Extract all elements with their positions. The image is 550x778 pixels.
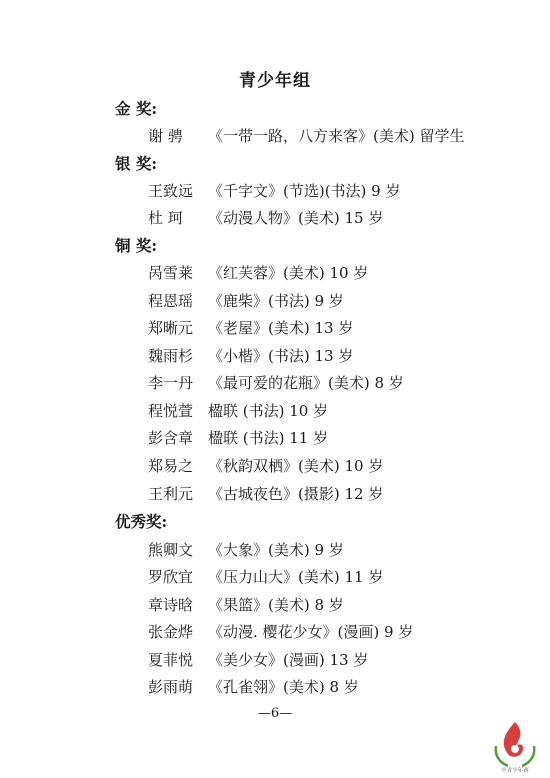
entry-work: 《小楷》(书法) 13 岁	[208, 347, 354, 365]
entry-work: 《鹿柴》(书法) 9 岁	[208, 292, 344, 310]
silver-heading: 银 奖:	[115, 154, 158, 173]
entry-work: 楹联 (书法) 10 岁	[208, 402, 329, 420]
wreath-right	[522, 746, 534, 766]
list-item	[148, 289, 344, 313]
page-number: —6—	[257, 706, 293, 721]
entry-work: 《孔雀翎》(美术) 8 岁	[208, 678, 359, 696]
list-item	[148, 593, 344, 617]
entry-work: 《大象》(美术) 9 岁	[208, 541, 344, 559]
entrant-name: 王致远	[148, 182, 194, 200]
entry-work: 《动漫人物》(美术) 15 岁	[208, 209, 384, 227]
entrant-name: 彭雨萌	[148, 678, 194, 696]
flame-core	[511, 745, 519, 753]
entry-work: 《一带一路，八方来客》(美术) 留学生	[208, 127, 465, 145]
list-item	[148, 399, 328, 423]
list-item	[148, 179, 401, 203]
list-item	[148, 344, 353, 368]
list-item	[148, 538, 344, 562]
gold-heading: 金 奖:	[115, 99, 158, 118]
list-item	[148, 371, 404, 395]
entry-work: 楹联 (书法) 11 岁	[208, 429, 329, 447]
entrant-name: 彭含章	[148, 429, 194, 447]
list-item	[148, 261, 368, 285]
entry-work: 《压力山大》(美术) 11 岁	[208, 568, 384, 586]
list-item	[148, 206, 383, 230]
entrant-name: 章诗晗	[148, 596, 194, 614]
entrant-name: 熊卿文	[148, 541, 194, 559]
entrant-name: 谢 骋	[148, 127, 183, 145]
list-item	[148, 426, 328, 450]
list-item	[148, 482, 383, 506]
entrant-name: 夏菲悦	[148, 651, 194, 669]
page-title: 青少年组	[239, 71, 311, 91]
entrant-name: 杜 珂	[148, 209, 183, 227]
entry-work: 《古城夜色》(摄影) 12 岁	[208, 485, 384, 503]
list-item	[148, 620, 413, 644]
entry-work: 《美少女》(漫画) 13 岁	[208, 651, 369, 669]
list-item	[148, 675, 359, 699]
list-item	[148, 124, 464, 148]
entry-work: 《老屋》(美术) 13 岁	[208, 319, 354, 337]
entrant-name: 呙雪莱	[148, 264, 194, 282]
bronze-heading: 铜 奖:	[115, 236, 158, 255]
entry-work: 《果篮》(美术) 8 岁	[208, 596, 344, 614]
entrant-name: 郑易之	[148, 457, 194, 475]
entrant-name: 魏雨杉	[148, 347, 194, 365]
entrant-name: 王利元	[148, 485, 194, 503]
list-item	[148, 454, 383, 478]
entrant-name: 郑晰元	[148, 319, 194, 337]
entry-work: 《千字文》(节选)(书法) 9 岁	[208, 182, 401, 200]
entrant-name: 张金烨	[148, 623, 194, 641]
list-item	[148, 565, 383, 589]
flame-emblem-icon	[486, 716, 544, 774]
entry-work: 《最可爱的花瓶》(美术) 8 岁	[208, 374, 404, 392]
entry-work: 《秋韵双栖》(美术) 10 岁	[208, 457, 384, 475]
excellence-heading: 优秀奖:	[115, 512, 168, 531]
entrant-name: 程恩瑶	[148, 292, 194, 310]
list-item	[148, 316, 353, 340]
entry-work: 《动漫. 樱花少女》(漫画) 9 岁	[208, 623, 414, 641]
entrant-name: 程悦萱	[148, 402, 194, 420]
entry-work: 《红芙蓉》(美术) 10 岁	[208, 264, 369, 282]
entrant-name: 罗欣宜	[148, 568, 194, 586]
list-item	[148, 648, 368, 672]
logo-caption: 中青少年赛	[501, 768, 529, 774]
entrant-name: 李一丹	[148, 374, 194, 392]
